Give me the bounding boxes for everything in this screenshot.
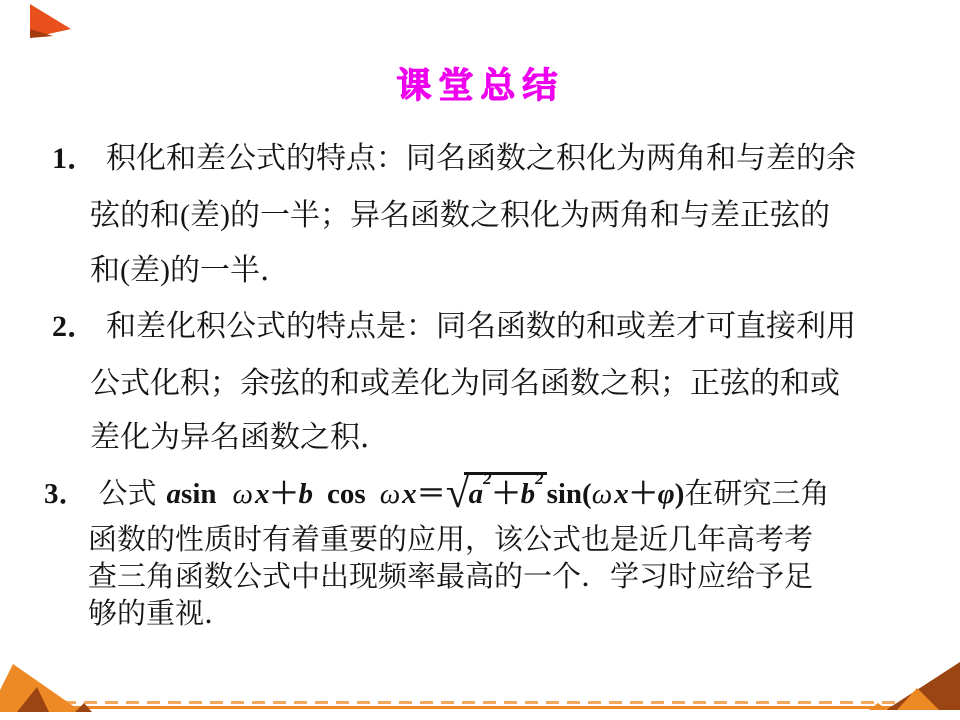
radicand-a-exp: 2 xyxy=(483,468,492,488)
radicand-a: a xyxy=(468,478,484,510)
formula-cos: cos xyxy=(327,478,366,510)
formula-radicand xyxy=(464,468,547,516)
point-1-number: 1． xyxy=(52,142,97,175)
point-2-line-1 xyxy=(52,309,856,345)
point-1-line-2: 弦的和(差)的一半；异名函数之积化为两角和与差正弦的 xyxy=(90,199,830,232)
point-2-line-3: 差化为异名函数之积． xyxy=(90,421,390,454)
point-2-line-2: 公式化积；余弦的和或差化为同名函数之积；正弦的和或 xyxy=(90,367,840,400)
point-3-formula-line xyxy=(44,468,830,517)
formula-sin: sin xyxy=(181,478,217,510)
radicand-b-exp: 2 xyxy=(535,468,544,488)
formula-word: 公式 xyxy=(98,478,157,510)
point-3-line-3: 查三角函数公式中出现频率最高的一个．学习时应给予足 xyxy=(88,561,814,593)
formula-equals: ＝ xyxy=(416,478,446,510)
point-1-line-3: 和(差)的一半． xyxy=(90,254,290,287)
formula-x-3: x xyxy=(614,478,629,510)
page-title: 课堂总结 xyxy=(395,66,564,105)
point-3-number: 3． xyxy=(44,478,88,510)
formula-plus-1: ＋ xyxy=(269,478,299,510)
point-3-line-2: 函数的性质时有着重要的应用，该公式也是近几年高考考 xyxy=(88,524,814,556)
formula-omega-3: ω xyxy=(591,478,613,510)
formula-omega-1: ω xyxy=(232,478,253,510)
radicand-plus: ＋ xyxy=(491,478,521,510)
point-2-number: 2． xyxy=(52,310,97,343)
point-2-text-1: 和差化积公式的特点是：同名函数的和或差才可直接利用 xyxy=(106,310,856,343)
formula-omega-2: ω xyxy=(379,478,401,510)
formula-phi: φ xyxy=(657,478,675,510)
formula-radical xyxy=(445,468,547,517)
formula-coef-a: a xyxy=(166,478,182,510)
formula-sin-2: sin( xyxy=(546,478,592,510)
point-1-text-1: 积化和差公式的特点：同名函数之积化为两角和与差的余 xyxy=(106,142,856,175)
formula-close-paren: ) xyxy=(674,478,685,510)
left-small-dark-mountain xyxy=(75,703,92,712)
formula-plus-2: ＋ xyxy=(628,478,658,510)
bottom-mountains-decoration xyxy=(0,650,960,720)
formula-suffix: 在研究三角 xyxy=(684,478,830,510)
radical-sign-icon: √ xyxy=(445,469,470,517)
radicand-b: b xyxy=(520,478,536,510)
right-small-orange-mountain xyxy=(869,703,887,710)
corner-sail-icon xyxy=(0,0,90,48)
formula-x-2: x xyxy=(402,478,417,510)
formula-x-1: x xyxy=(255,478,270,510)
point-1-line-1 xyxy=(52,141,856,177)
formula-coef-b: b xyxy=(298,478,314,510)
point-3-line-4: 够的重视． xyxy=(88,598,234,630)
